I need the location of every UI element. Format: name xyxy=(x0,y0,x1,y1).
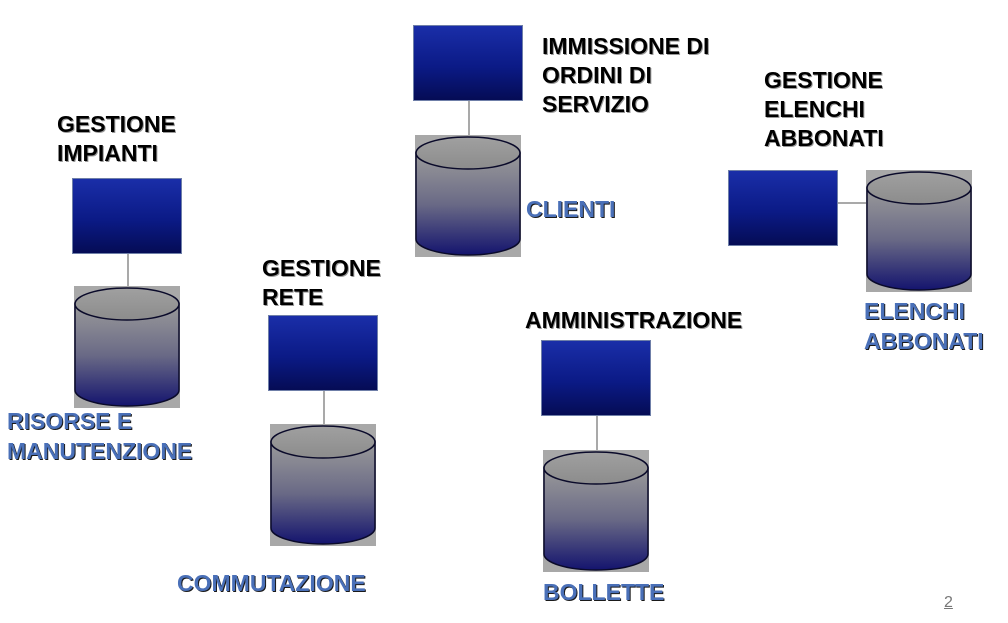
label-bollette: BOLLETTE xyxy=(543,579,665,605)
process-gestione-impianti xyxy=(72,178,182,254)
database-commutazione xyxy=(270,424,376,546)
connector-rete xyxy=(323,391,325,425)
connector-elenchi xyxy=(838,202,868,204)
label-amministrazione: AMMINISTRAZIONE xyxy=(525,307,743,333)
label-risorse-manutenzione: RISORSE E MANUTENZIONE xyxy=(7,408,193,464)
database-elenchi-abbonati xyxy=(866,170,972,292)
label-clienti: CLIENTI xyxy=(526,196,616,222)
database-bollette xyxy=(543,450,649,572)
label-gestione-impianti: GESTIONE IMPIANTI xyxy=(57,111,176,166)
label-commutazione: COMMUTAZIONE xyxy=(177,570,366,596)
label-gestione-elenchi: GESTIONE ELENCHI ABBONATI xyxy=(764,67,884,151)
connector-immissione xyxy=(468,101,470,137)
process-gestione-elenchi xyxy=(728,170,838,246)
database-clienti xyxy=(415,135,521,257)
label-elenchi-abbonati: ELENCHI ABBONATI xyxy=(864,298,984,354)
page-number[interactable]: 2 xyxy=(944,594,953,611)
process-amministrazione xyxy=(541,340,651,416)
process-immissione-ordini xyxy=(413,25,523,101)
process-gestione-rete xyxy=(268,315,378,391)
label-immissione-ordini: IMMISSIONE DI ORDINI DI SERVIZIO xyxy=(542,33,710,117)
database-risorse-manutenzione xyxy=(74,286,180,408)
connector-amministrazione xyxy=(596,416,598,452)
label-gestione-rete: GESTIONE RETE xyxy=(262,255,381,310)
connector-impianti xyxy=(127,254,129,288)
